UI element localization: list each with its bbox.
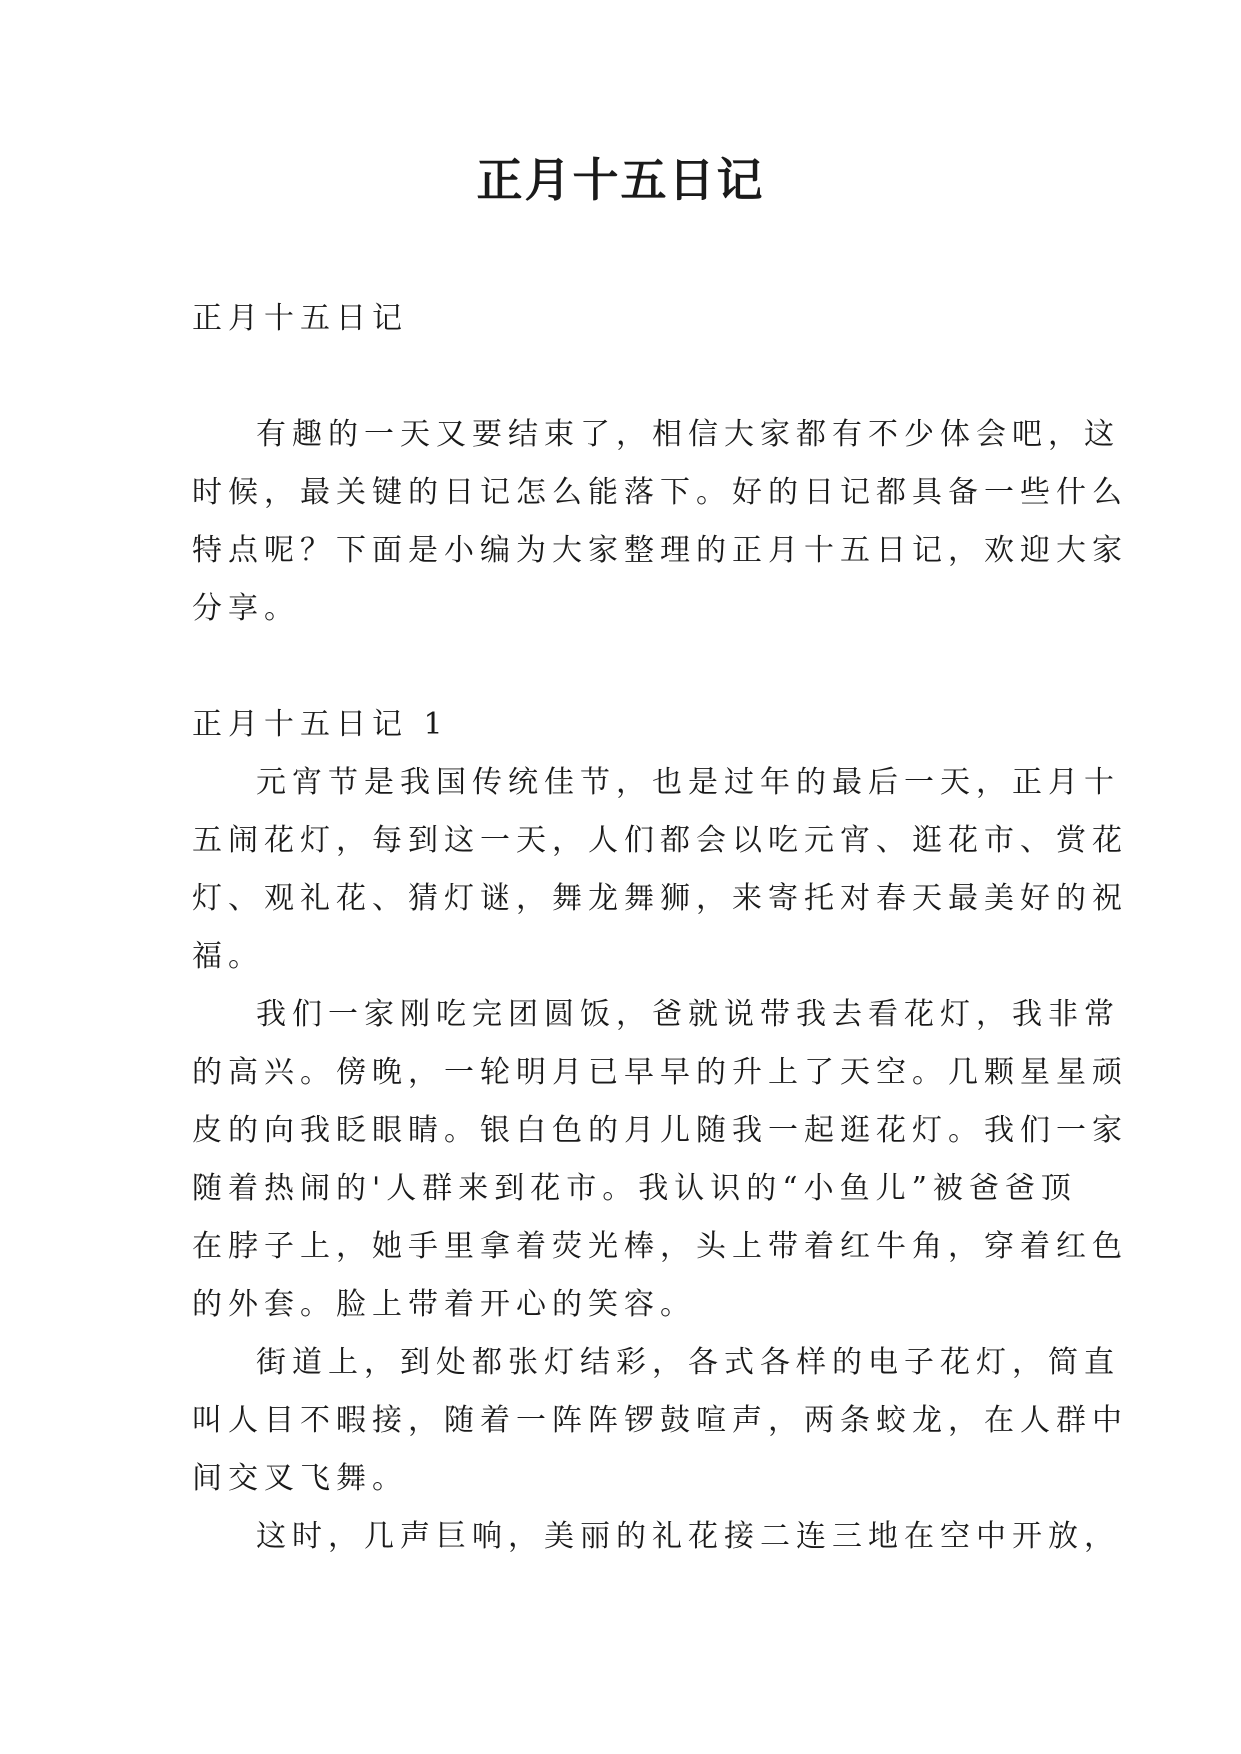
- paragraph-line: 福。: [192, 939, 264, 974]
- paragraph-line: 的外套。脸上带着开心的笑容。: [192, 1287, 696, 1322]
- paragraph-line: 有趣的一天又要结束了，相信大家都有不少体会吧，这: [256, 417, 1120, 452]
- paragraph-line: 时候，最关键的日记怎么能落下。好的日记都具备一些什么: [192, 475, 1128, 510]
- paragraph-line: 的高兴。傍晚，一轮明月已早早的升上了天空。几颗星星顽: [192, 1055, 1128, 1090]
- paragraph-line: 这时，几声巨响，美丽的礼花接二连三地在空中开放，: [256, 1519, 1120, 1554]
- blank-line: [192, 348, 1060, 406]
- paragraph-line: 皮的向我眨眼睛。银白色的月儿随我一起逛花灯。我们一家: [192, 1113, 1128, 1148]
- document-body: [192, 290, 1128, 1566]
- paragraph-line: 叫人目不暇接，随着一阵阵锣鼓喧声，两条蛟龙，在人群中: [192, 1403, 1128, 1438]
- paragraph-line: 特点呢？下面是小编为大家整理的正月十五日记，欢迎大家: [192, 533, 1128, 568]
- paragraph-line: 灯、观礼花、猜灯谜，舞龙舞狮，来寄托对春天最美好的祝: [192, 881, 1128, 916]
- intro-paragraph: [192, 406, 1128, 638]
- paragraph-line: 分享。: [192, 591, 300, 626]
- paragraph-4: [192, 1508, 1120, 1566]
- section-heading: 正月十五日记 1: [192, 707, 449, 742]
- paragraph-2: [192, 986, 1128, 1334]
- paragraph-line: 五闹花灯，每到这一天，人们都会以吃元宵、逛花市、赏花: [192, 823, 1128, 858]
- paragraph-line: 间交叉飞舞。: [192, 1461, 408, 1496]
- paragraph-line: 随着热闹的'人群来到花市。我认识的“小鱼儿”被爸爸顶: [192, 1171, 1077, 1206]
- paragraph-1: [192, 754, 1128, 986]
- document-title: 正月十五日记: [476, 153, 765, 207]
- paragraph-3: [192, 1334, 1128, 1508]
- subtitle: 正月十五日记: [192, 301, 408, 336]
- paragraph-line: 元宵节是我国传统佳节，也是过年的最后一天，正月十: [256, 765, 1120, 800]
- paragraph-line: 在脖子上，她手里拿着荧光棒，头上带着红牛角，穿着红色: [192, 1229, 1128, 1264]
- blank-line: [192, 638, 1060, 696]
- paragraph-line: 街道上，到处都张灯结彩，各式各样的电子花灯，简直: [256, 1345, 1120, 1380]
- paragraph-line: 我们一家刚吃完团圆饭，爸就说带我去看花灯，我非常: [256, 997, 1120, 1032]
